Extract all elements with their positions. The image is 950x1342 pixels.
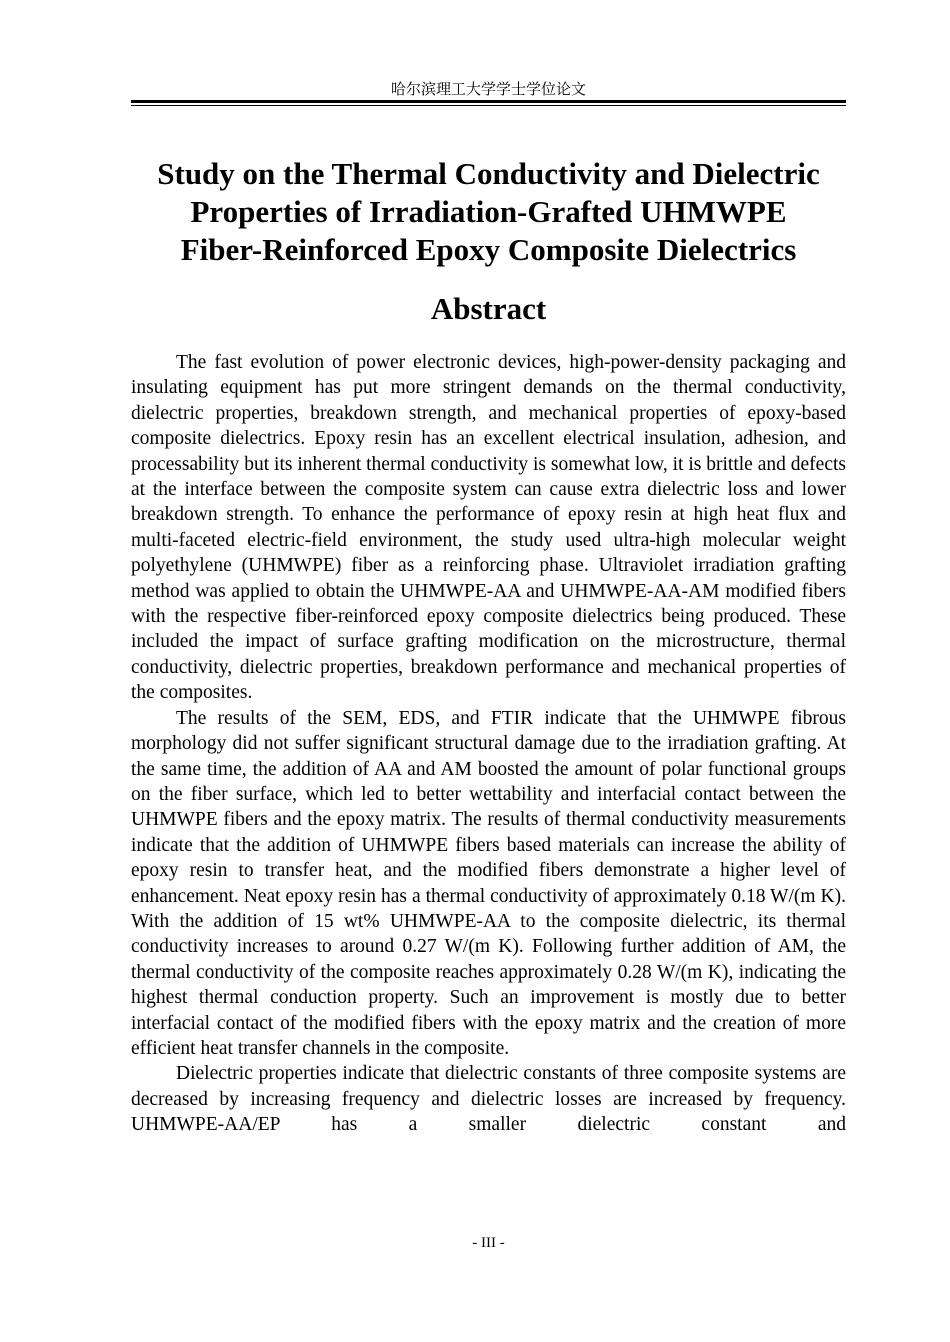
header-rule-thin (131, 105, 846, 106)
abstract-body (131, 350, 846, 1138)
abstract-paragraph: Dielectric properties indicate that dielectric constants of three composite systems are decreased by increasing frequency and dielectric losses are increased by frequency. UHMWPE-AA/EP has a smaller dielectric constant and (131, 1063, 846, 1136)
page-number: - III - (472, 1235, 505, 1251)
abstract-heading: Abstract (430, 291, 547, 326)
paper-title-line: Study on the Thermal Conductivity and Dielectric (157, 156, 820, 191)
abstract-paragraph: The fast evolution of power electronic devices, high-power-density packaging and insulating equipment has put more stringent demands on the thermal conductivity, dielectric properties, breakdown strength, and mechanical properties of epoxy-based composite dielectrics. Epoxy resin has an excellent electrical insulation, adhesion, and processability but its inherent thermal conductivity is somewhat low, it is brittle and defects at the interface between the composite system can cause extra dielectric loss and lower breakdown strength. To enhance the performance of epoxy resin at high heat flux and multi-faceted electric-field environment, the study used ultra-high molecular weight polyethylene (UHMWPE) fiber as a reinforcing phase. Ultraviolet irradiation grafting method was applied to obtain the UHMWPE-AA and UHMWPE-AA-AM modified fibers with the respective fiber-reinforced epoxy composite dielectrics being produced. These included the impact of surface grafting modification on the microstructure, thermal conductivity, dielectric properties, breakdown performance and mechanical properties of the composites. (131, 352, 846, 704)
header-rule-thick (131, 100, 846, 103)
running-header: 哈尔滨理工大学学士学位论文 (390, 80, 586, 98)
abstract-paragraph: The results of the SEM, EDS, and FTIR indicate that the UHMWPE fibrous morphology did not suffer significant structural damage due to the irradiation grafting. At the same time, the addition of AA and AM boosted the amount of polar functional groups on the fiber surface, which led to better wettability and interfacial contact between the UHMWPE fibers and the epoxy matrix. The results of thermal conductivity measurements indicate that the addition of UHMWPE fibers based materials can increase the ability of epoxy resin to transfer heat, and the modified fibers demonstrate a higher level of enhancement. Neat epoxy resin has a thermal conductivity of approximately 0.18 W/(m K). With the addition of 15 wt% UHMWPE-AA to the composite dielectric, its thermal conductivity increases to around 0.27 W/(m K). Following further addition of AM, the thermal conductivity of the composite reaches approximately 0.28 W/(m K), indicating the highest thermal conduction property. Such an improvement is mostly due to better interfacial contact of the modified fibers with the epoxy matrix and the creation of more efficient heat transfer channels in the composite. (131, 707, 846, 1059)
paper-title (120, 155, 857, 269)
paper-title-line: Properties of Irradiation-Grafted UHMWPE (190, 194, 787, 229)
paper-title-line: Fiber-Reinforced Epoxy Composite Dielectrics (180, 232, 797, 267)
